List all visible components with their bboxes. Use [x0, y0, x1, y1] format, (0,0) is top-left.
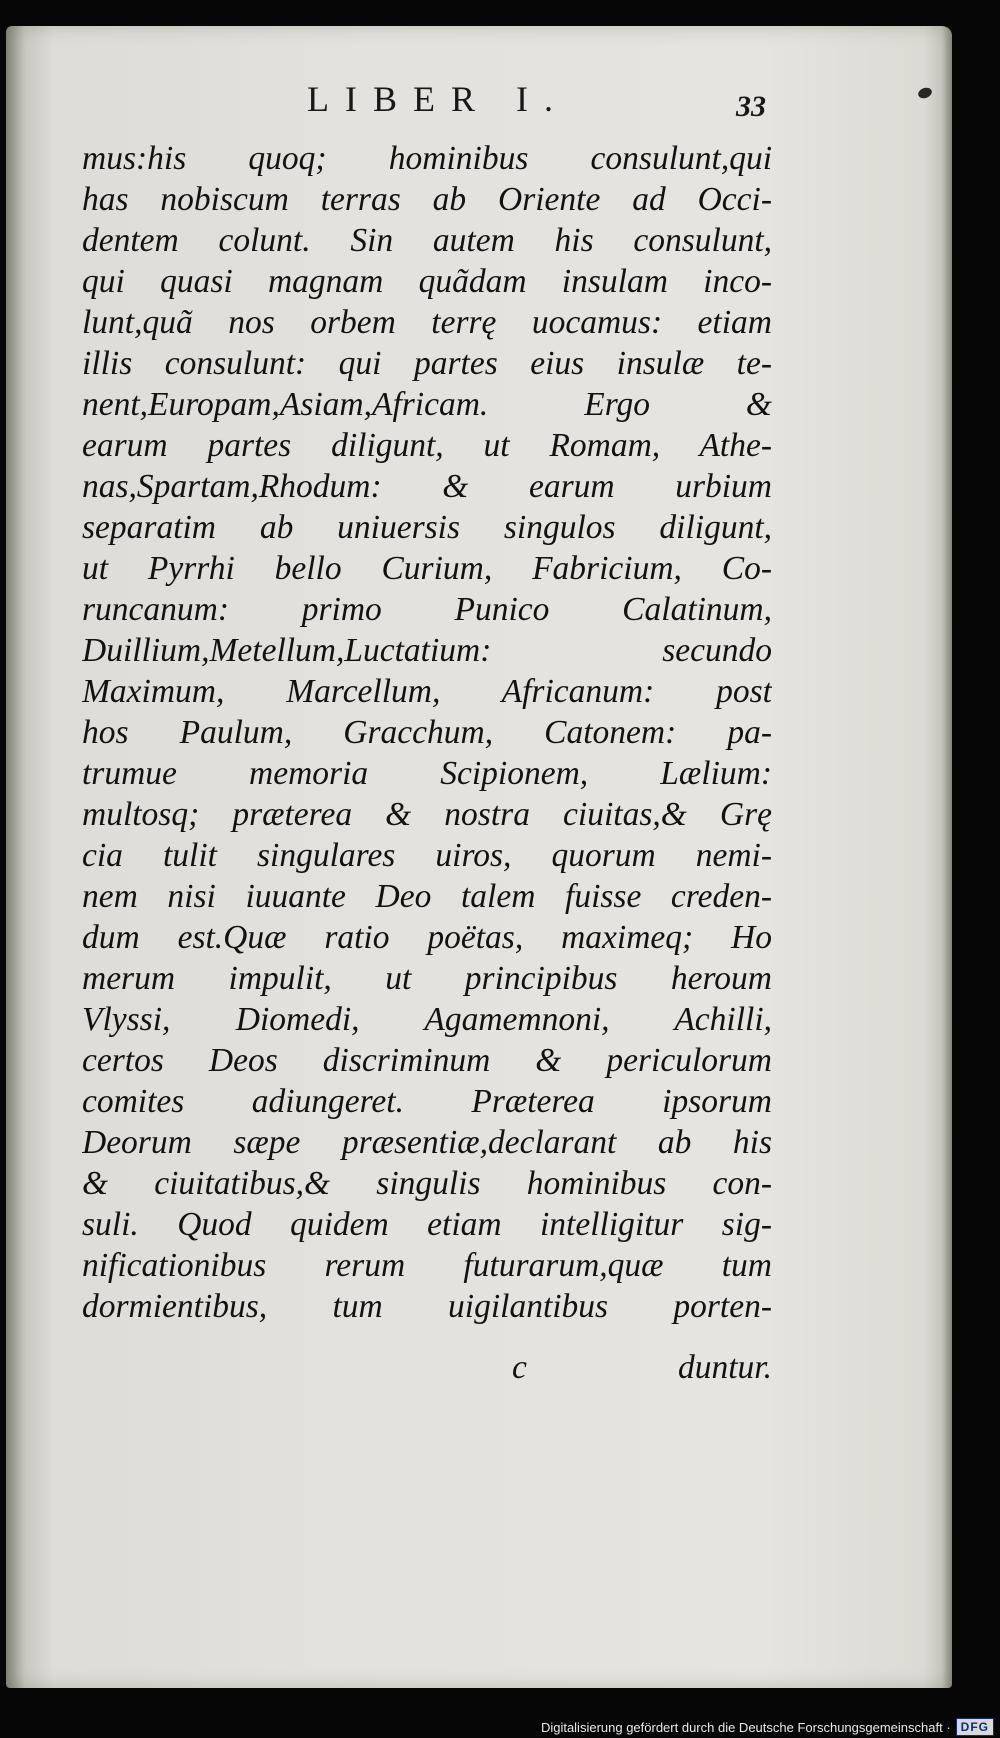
text-line: nent,Europam,Asiam,Africam. Ergo & [82, 386, 772, 423]
text-line: merum impulit, ut principibus heroum [82, 960, 772, 997]
text-line: lunt,quã nos orbem terrę uocamus: etiam [82, 304, 772, 341]
text-line: dentem colunt. Sin autem his consulunt, [82, 222, 772, 259]
book-page [6, 26, 952, 1688]
text-line: earum partes diligunt, ut Romam, Athe- [82, 427, 772, 464]
credit-text: Digitalisierung gefördert durch die Deutsche Forschungsgemeinschaft · [540, 1719, 951, 1735]
body-text [82, 138, 772, 1327]
text-line: comites adiungeret. Præterea ipsorum [82, 1083, 772, 1120]
text-line: trumue memoria Scipionem, Lælium: [82, 755, 772, 792]
text-line: runcanum: primo Punico Calatinum, [82, 591, 772, 628]
text-line: Maximum, Marcellum, Africanum: post [82, 673, 772, 710]
text-line: & ciuitatibus,& singulis hominibus con- [82, 1165, 772, 1202]
text-line: nem nisi iuuante Deo talem fuisse creden- [82, 878, 772, 915]
text-line: certos Deos discriminum & periculorum [82, 1042, 772, 1079]
text-line: Duillium,Metellum,Luctatium: secundo [82, 632, 772, 669]
text-line: Vlyssi, Diomedi, Agamemnoni, Achilli, [82, 1001, 772, 1038]
text-line: dum est.Quæ ratio poëtas, maximeq; Ho [82, 919, 772, 956]
dfg-logo: DFG [956, 1718, 994, 1736]
text-line: mus:his quoq; hominibus consulunt,qui [82, 140, 772, 177]
page-edge-shadow [942, 26, 952, 1688]
running-head: LIBER I. [307, 79, 569, 119]
text-line: cia tulit singulares uiros, quorum nemi- [82, 837, 772, 874]
text-line: nificationibus rerum futurarum,quæ tum [82, 1247, 772, 1284]
catchword: duntur. [677, 1349, 772, 1386]
signature-catchword-line [82, 1349, 772, 1393]
text-line: has nobiscum terras ab Oriente ad Occi- [82, 181, 772, 218]
digitization-credit [541, 1718, 994, 1736]
text-line: Deorum sæpe præsentiæ,declarant ab his [82, 1124, 772, 1161]
text-line: suli. Quod quidem etiam intelligitur sig- [82, 1206, 772, 1243]
text-line: separatim ab uniuersis singulos diligunt, [82, 509, 772, 546]
text-line: multosq; præterea & nostra ciuitas,& Grę [82, 796, 772, 833]
text-line: qui quasi magnam quãdam insulam inco- [82, 263, 772, 300]
text-line: dormientibus, tum uigilantibus porten- [82, 1288, 772, 1325]
signature-mark: c [512, 1349, 527, 1386]
text-line: illis consulunt: qui partes eius insulæ te- [82, 345, 772, 382]
text-line: hos Paulum, Gracchum, Catonem: pa- [82, 714, 772, 751]
text-line: ut Pyrrhi bello Curium, Fabricium, Co- [82, 550, 772, 587]
ink-blot [917, 86, 934, 100]
text-line: nas,Spartam,Rhodum: & earum urbium [82, 468, 772, 505]
page-number: 33 [736, 90, 766, 123]
